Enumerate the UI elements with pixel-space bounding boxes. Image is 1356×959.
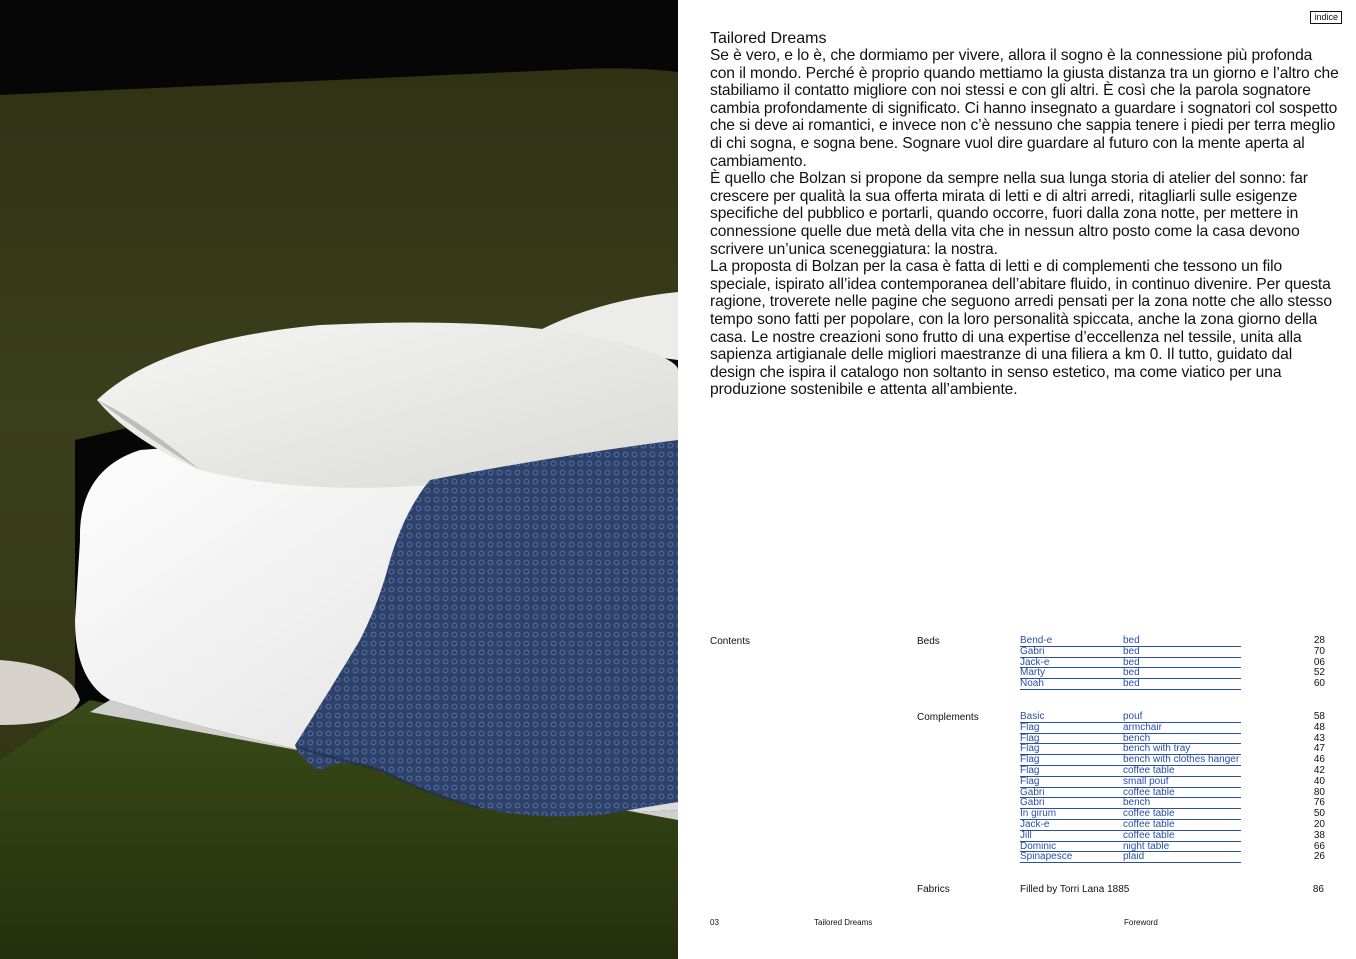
article-paragraph: È quello che Bolzan si propone da sempre nella sua lunga storia di atelier del sonno: far crescere per qualità la sua offerta mirata di letti e di altri arredi, ritagliarli sulle esigenze specifiche del pubblico e portarli, quando occorre, fuori dalla zona notte, per mettere in connessione quelle due metà della vita che in nessun altro posto come la casa devono scrivere un’unica sceneggiatura: la nostra.	[710, 170, 1308, 258]
fabrics-section-label: Fabrics	[917, 884, 950, 895]
toc-entry[interactable]	[1020, 777, 1325, 788]
toc-entry-page: 06	[1313, 656, 1325, 668]
toc-entry-type[interactable]: coffee table	[1123, 831, 1241, 842]
toc-entry-name[interactable]: Flag	[1020, 755, 1123, 766]
toc-entry-page: 66	[1313, 840, 1325, 852]
toc-entry[interactable]	[1020, 831, 1325, 842]
toc-entry-name[interactable]: Flag	[1020, 744, 1123, 755]
toc-entry[interactable]	[1020, 668, 1325, 679]
toc-entry[interactable]	[1020, 636, 1325, 647]
toc-entry-type[interactable]: bench	[1123, 798, 1241, 809]
toc-entry-type[interactable]: bed	[1123, 636, 1241, 647]
toc-entry[interactable]	[1020, 788, 1325, 799]
toc-entry-page: 76	[1313, 797, 1325, 809]
footer-section: Foreword	[1124, 918, 1158, 927]
toc-entry[interactable]	[1020, 679, 1325, 690]
toc-entry-name[interactable]: Jack-e	[1020, 820, 1123, 831]
article-body	[710, 47, 1340, 399]
toc-entry-page: 43	[1313, 732, 1325, 744]
fabrics-page-number: 86	[1312, 884, 1324, 895]
toc-entry[interactable]	[1020, 723, 1325, 734]
toc-entry-page: 40	[1313, 775, 1325, 787]
footer-title: Tailored Dreams	[814, 918, 873, 927]
toc-entry-type[interactable]: bench	[1123, 734, 1241, 745]
toc-entry-page: 26	[1313, 851, 1325, 863]
toc-entry-type[interactable]: bed	[1123, 658, 1241, 669]
toc-entry-type[interactable]: coffee table	[1123, 820, 1241, 831]
toc-entry-page: 48	[1313, 721, 1325, 733]
toc-entry-type[interactable]: coffee table	[1123, 788, 1241, 799]
index-link[interactable]: indice	[1310, 11, 1342, 24]
toc-entry[interactable]	[1020, 712, 1325, 723]
toc-entry-page: 80	[1313, 786, 1325, 798]
toc-entry-name[interactable]: Jill	[1020, 831, 1123, 842]
toc-entry-page: 60	[1313, 678, 1325, 690]
toc-entry-type[interactable]: bed	[1123, 679, 1241, 690]
toc-entry-name[interactable]: Marty	[1020, 668, 1123, 679]
footer-page-number: 03	[710, 918, 719, 927]
toc-entry-page: 52	[1313, 667, 1325, 679]
toc-entry-name[interactable]: Basic	[1020, 712, 1123, 723]
toc-entry-name[interactable]: Gabri	[1020, 798, 1123, 809]
toc-entry[interactable]	[1020, 658, 1325, 669]
contents-heading: Contents	[710, 636, 751, 647]
toc-entry-type[interactable]: bench with clothes hanger	[1123, 754, 1240, 766]
toc-entry-type[interactable]: bench with tray	[1123, 744, 1241, 755]
article-paragraph: Se è vero, e lo è, che dormiamo per vivere, allora il sogno è la connessione più profonda con il mondo. Perché è proprio quando mettiamo la giusta distanza tra un giorno e l’altro che stabiliamo il contatto migliore con noi stessi e con gli altri. È così che la parola sognatore cambia profondamente di significato. Ci hanno insegnato a guardare i sognatori col sospetto che si deve ai romantici, e invece non c’è nessuno che sappia tenere i piedi per terra meglio di chi sogna, e sogna bene. Sognare vuol dire guardare al futuro con la mente aperta al cambiamento.	[710, 47, 1339, 170]
beds-section-label: Beds	[917, 636, 940, 647]
toc-entry-name[interactable]: Spinapesce	[1020, 852, 1123, 863]
toc-entry-type[interactable]: bed	[1123, 668, 1241, 679]
article-paragraph: La proposta di Bolzan per la casa è fatta di letti e di complementi che tessono un filo speciale, ispirato all’idea contemporanea dell’abitare fluido, in continuo divenire. Per questa ragione, troverete nelle pagine che seguono arredi pensati per la zona notte che allo stesso tempo sono fatti per popolare, con la loro personalità spiccata, anche la zona giorno della casa. Le nostre creazioni sono frutto di una expertise d’eccellenza nel tessile, unita alla sapienza artigianale delle migliori maestranze di una filiera a km 0. Il tutto, guidato dal design che ispira il catalogo non soltanto in senso estetico, ma come viatico per una produzione sostenibile e attenta all’ambiente.	[710, 258, 1332, 399]
toc-entry-type[interactable]: plaid	[1123, 852, 1241, 863]
toc-entry-page: 58	[1313, 711, 1325, 722]
toc-entry-name[interactable]: Dominic	[1020, 842, 1123, 853]
toc-entry-page: 47	[1313, 743, 1325, 755]
article-title: Tailored Dreams	[710, 30, 827, 47]
toc-entry-name[interactable]: Gabri	[1020, 647, 1123, 658]
toc-entry-name[interactable]: Flag	[1020, 777, 1123, 788]
toc-entry-name[interactable]: Gabri	[1020, 788, 1123, 799]
toc-entry-name[interactable]: Bend-e	[1020, 636, 1123, 647]
toc-entry-name[interactable]: Flag	[1020, 734, 1123, 745]
toc-entry-type[interactable]: night table	[1123, 842, 1241, 853]
toc-entry-page: 28	[1313, 635, 1325, 646]
toc-entry-page: 42	[1313, 764, 1325, 776]
toc-entry-page: 70	[1313, 645, 1325, 657]
toc-entry-type[interactable]: bed	[1123, 647, 1241, 658]
toc-entry-type[interactable]: pouf	[1123, 712, 1241, 723]
beds-list	[1020, 636, 1325, 690]
complements-list	[1020, 712, 1325, 863]
toc-entry-name[interactable]: Flag	[1020, 723, 1123, 734]
toc-entry-page: 38	[1313, 829, 1325, 841]
fabrics-credit: Filled by Torri Lana 1885	[1020, 884, 1130, 895]
toc-entry-name[interactable]: Jack-e	[1020, 658, 1123, 669]
toc-entry-type[interactable]: small pouf	[1123, 777, 1241, 788]
toc-entry-name[interactable]: Flag	[1020, 766, 1123, 777]
toc-entry-type[interactable]: armchair	[1123, 723, 1241, 734]
toc-entry-page: 50	[1313, 808, 1325, 820]
toc-entry[interactable]	[1020, 647, 1325, 658]
toc-entry-type[interactable]: coffee table	[1123, 809, 1241, 820]
toc-entry-name[interactable]: Noah	[1020, 679, 1123, 690]
toc-entry[interactable]	[1020, 852, 1325, 863]
toc-entry-name[interactable]: In girum	[1020, 809, 1123, 820]
complements-section-label: Complements	[917, 712, 979, 723]
toc-entry-type[interactable]: coffee table	[1123, 766, 1241, 777]
toc-entry-page: 46	[1313, 754, 1325, 766]
toc-entry-page: 20	[1313, 818, 1325, 830]
toc-entry[interactable]	[1020, 766, 1325, 777]
